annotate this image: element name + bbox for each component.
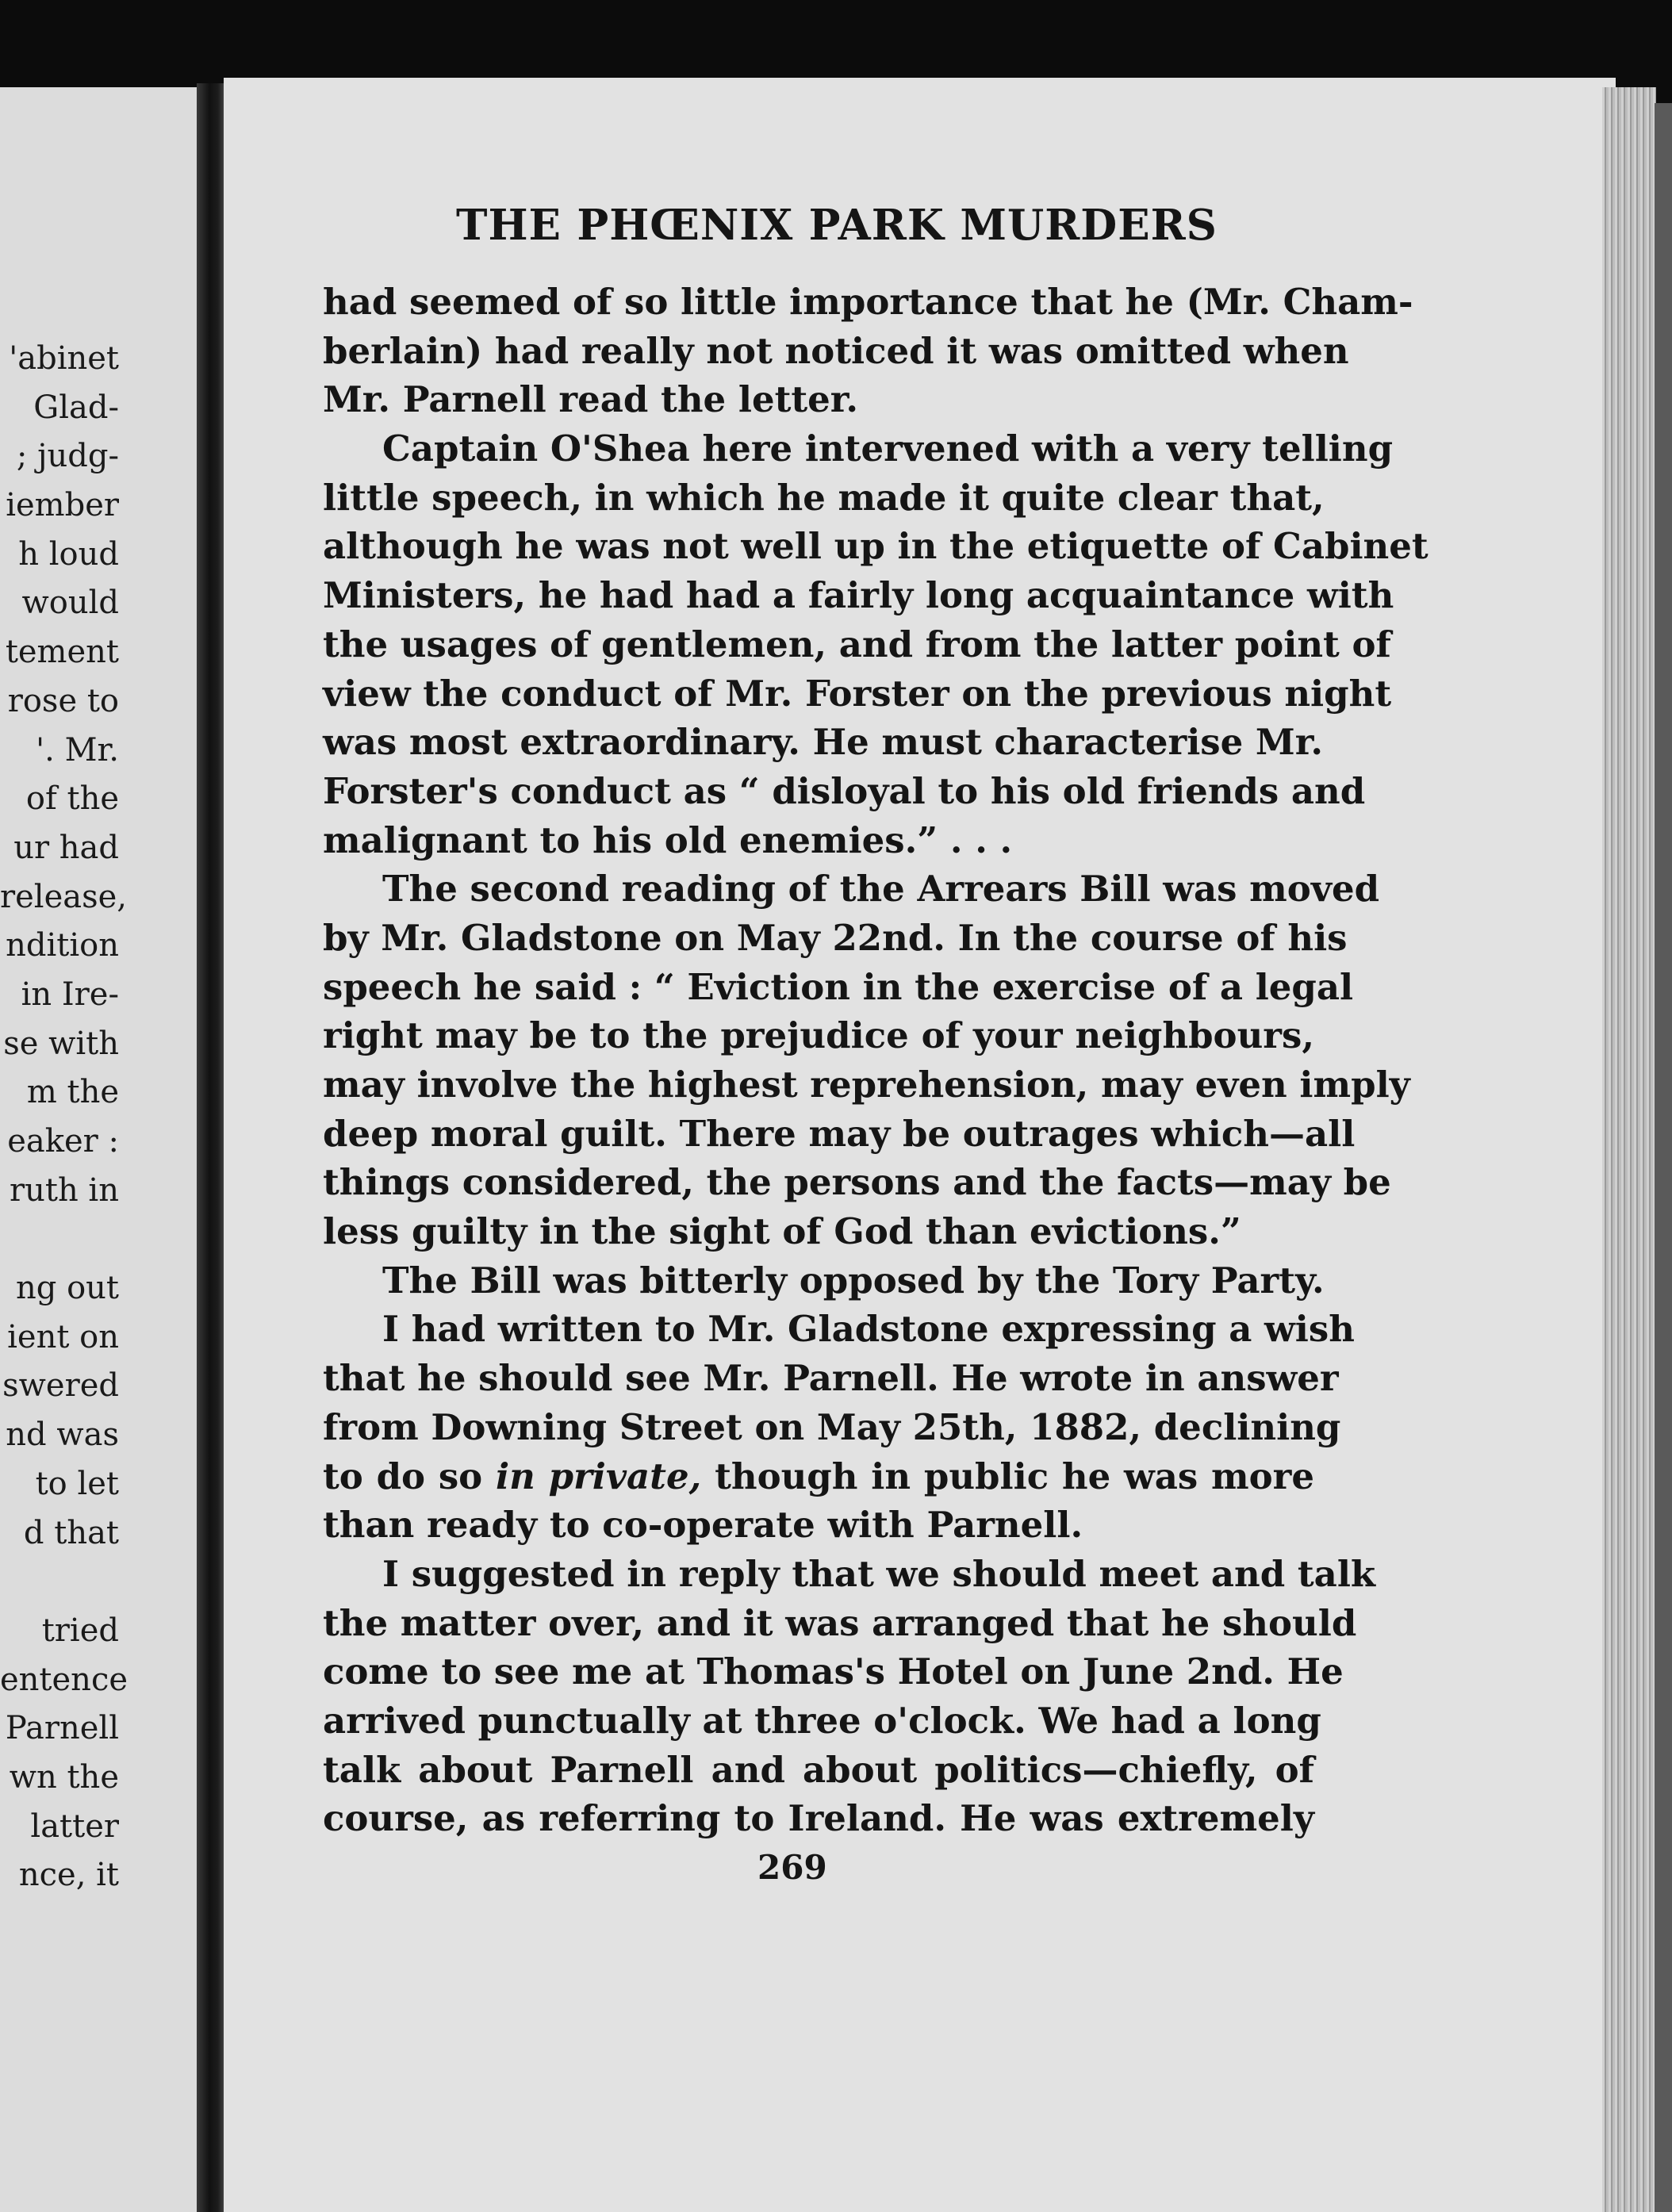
left-line: to let [35, 1465, 119, 1502]
text-line: arrived punctually at three o'clock. We had a long [323, 1699, 1321, 1742]
text-line: I had written to Mr. Gladstone expressing a wish [382, 1308, 1355, 1351]
text-line: than ready to co-operate with Parnell. [323, 1504, 1083, 1547]
left-line: swered [2, 1367, 119, 1405]
left-line: tement [5, 634, 119, 671]
text-line: The second reading of the Arrears Bill was moved [382, 868, 1380, 910]
left-line: m the [26, 1074, 119, 1111]
left-line: in Ire- [21, 976, 119, 1013]
page-edges [1602, 87, 1656, 2212]
left-line: ng out [16, 1270, 119, 1307]
left-line: entence [0, 1661, 128, 1698]
left-line: ; judg- [16, 438, 119, 475]
left-line: tried [41, 1612, 119, 1649]
left-line [0, 1558, 119, 1607]
text-line: berlain) had really not noticed it was omitted when [323, 329, 1349, 372]
text-line: had seemed of so little importance that he (Mr. Cham- [323, 281, 1413, 323]
text-line: less guilty in the sight of God than evictions.” [323, 1210, 1241, 1253]
left-line: of the [25, 780, 119, 818]
text-line: come to see me at Thomas's Hotel on June 2nd. He [323, 1650, 1344, 1693]
page-edge-shadow [1655, 103, 1672, 2212]
left-line: release, [0, 878, 128, 915]
left-line: would [21, 585, 119, 622]
left-line [0, 1215, 119, 1264]
left-line: wn the [9, 1758, 119, 1796]
text-line: may involve the highest reprehension, may even imply [323, 1064, 1410, 1106]
left-line: ient on [7, 1318, 119, 1355]
text-line: Ministers, he had had a fairly long acquaintance with [323, 574, 1394, 617]
text-line: Mr. Parnell read the letter. [323, 378, 859, 421]
text-line: I suggested in reply that we should meet and talk [382, 1552, 1376, 1595]
text-segment: to do so [323, 1455, 483, 1497]
left-line: ruth in [10, 1171, 119, 1209]
text-line: speech he said : “ Eviction in the exercise of a legal [323, 965, 1354, 1008]
left-line: se with [3, 1025, 119, 1062]
text-line: The Bill was bitterly opposed by the Tory Party. [382, 1259, 1325, 1302]
text-line: little speech, in which he made it quite clear that, [323, 476, 1325, 519]
text-line: right may be to the prejudice of your neighbours, [323, 1014, 1314, 1057]
left-line: Parnell [5, 1710, 119, 1747]
left-line: latter [30, 1808, 119, 1845]
left-line: nce, it [18, 1857, 119, 1894]
italic-phrase: in private, [496, 1455, 702, 1497]
text-line: that he should see Mr. Parnell. He wrote in answer [323, 1357, 1339, 1400]
text-line [323, 1452, 1314, 1501]
left-line: eaker : [7, 1123, 119, 1160]
text-line: Captain O'Shea here intervened with a very telling [382, 427, 1394, 470]
text-line: deep moral guilt. There may be outrages which—all [323, 1112, 1356, 1155]
left-line: 'abinet [9, 340, 119, 377]
text-line: was most extraordinary. He must characterise Mr. [323, 721, 1323, 764]
left-line: h loud [18, 535, 119, 573]
text-line: Forster's conduct as “ disloyal to his old friends and [323, 769, 1366, 812]
text-line: malignant to his old enemies.” . . . [323, 818, 1013, 861]
text-line: talk about Parnell and about politics—chiefly, of [323, 1748, 1314, 1791]
text-line: course, as referring to Ireland. He was extremely [323, 1797, 1314, 1840]
left-line: ur had [13, 829, 119, 866]
page-number: 269 [757, 1848, 827, 1887]
text-line: the matter over, and it was arranged that he should [323, 1601, 1357, 1644]
left-line: iember [6, 487, 119, 524]
text-line: although he was not well up in the etiquette of Cabinet [323, 525, 1428, 568]
left-line: Glad- [33, 389, 119, 426]
left-line: d that [23, 1514, 119, 1551]
left-line: ndition [6, 927, 119, 964]
text-line: by Mr. Gladstone on May 22nd. In the course of his [323, 916, 1348, 959]
running-head: THE PHŒNIX PARK MURDERS [456, 201, 1218, 250]
text-line: view the conduct of Mr. Forster on the previous night [323, 672, 1392, 715]
left-line: rose to [7, 682, 119, 719]
left-page-text [0, 335, 128, 1900]
text-line: the usages of gentlemen, and from the latter point of [323, 623, 1391, 665]
left-line: '. Mr. [36, 731, 119, 769]
text-segment: though in public he was more [715, 1455, 1315, 1497]
left-facing-page [0, 87, 198, 2212]
text-line: things considered, the persons and the facts—may be [323, 1161, 1391, 1204]
left-line: nd was [6, 1417, 119, 1454]
book-gutter [197, 83, 225, 2212]
text-line: from Downing Street on May 25th, 1882, declining [323, 1405, 1341, 1448]
page-body [323, 278, 1428, 1843]
